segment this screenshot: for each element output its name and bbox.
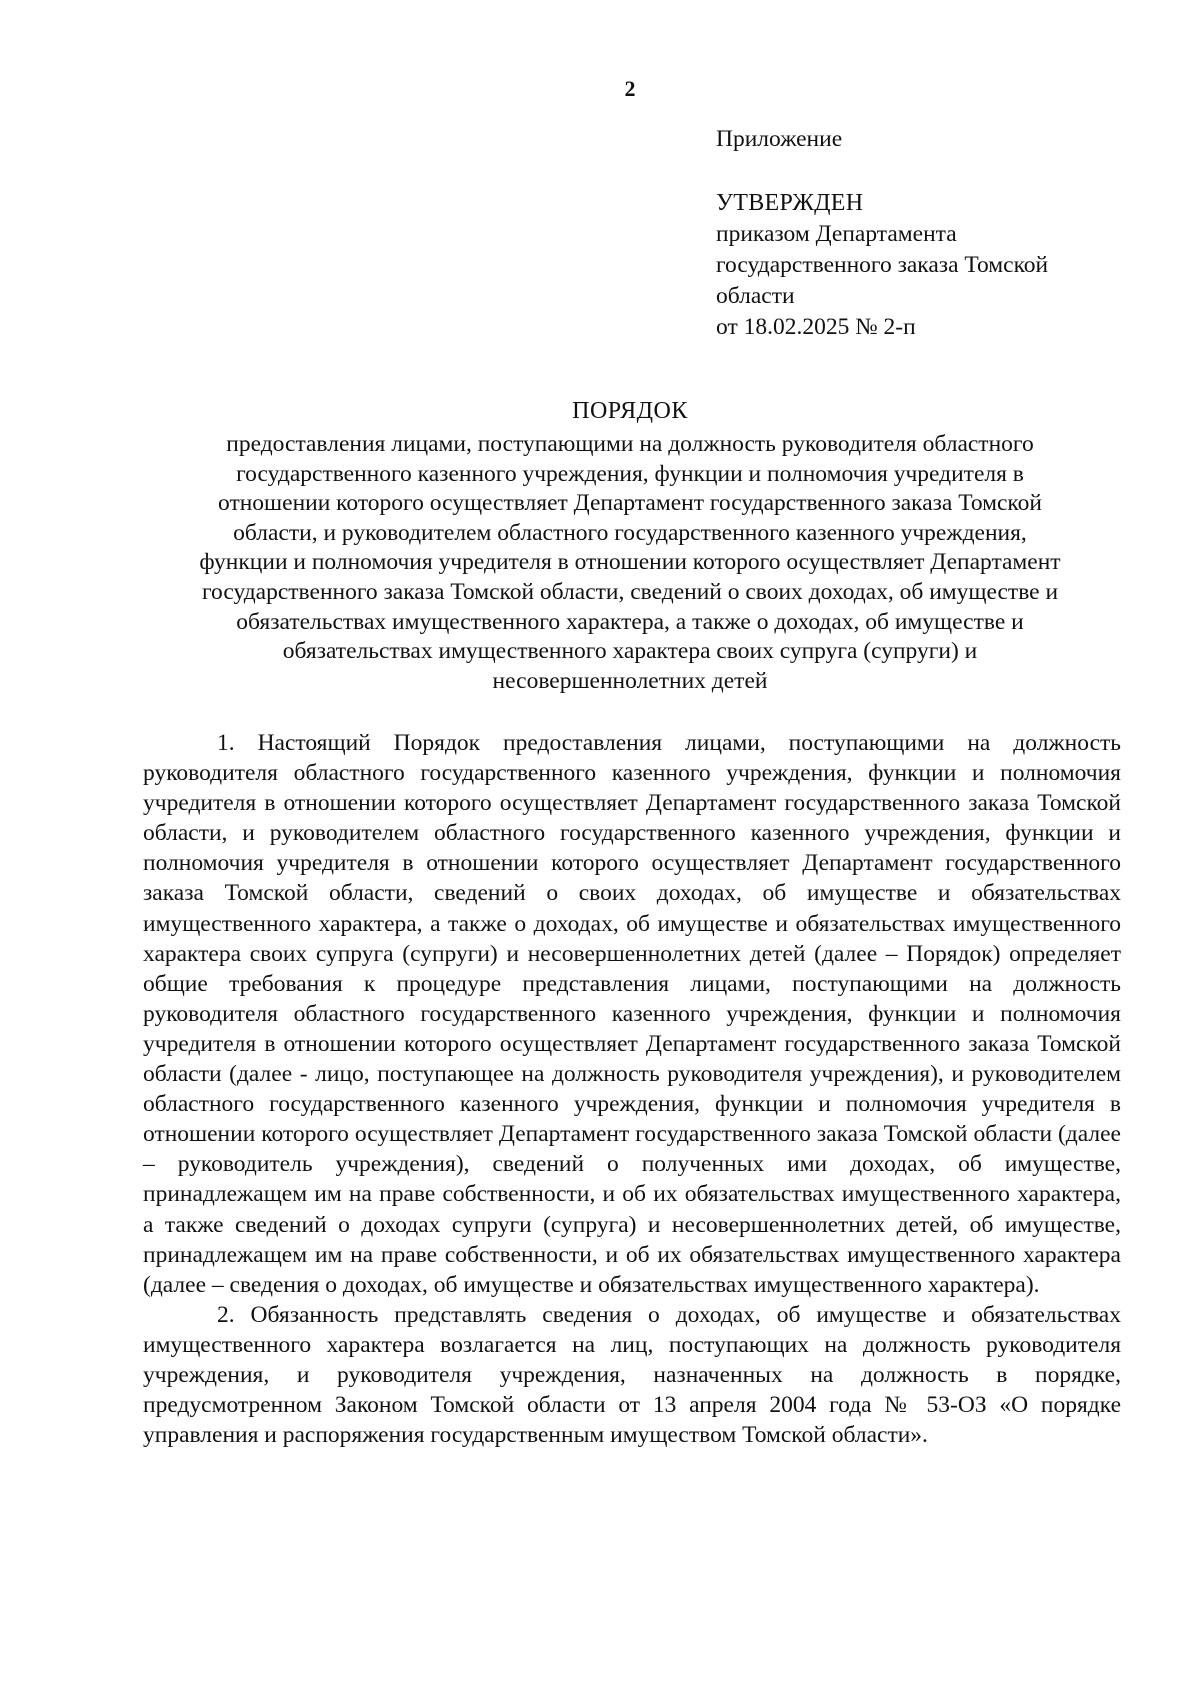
- subtitle-line: области, и руководителем областного государственного казенного учреждения,: [233, 519, 1027, 546]
- appendix-label: Приложение: [716, 126, 843, 152]
- approval-status: УТВЕРЖДЕН: [716, 190, 864, 216]
- paragraph-1: 1. Настоящий Порядок предоставления лицами, поступающими на должность руководителя областного государственного казенного учреждения, функции и полномочия учредителя в отношении которого осуществляет Департамент государственного заказа Томской области, и руководителем областного государственного казенного учреждения, функции и полномочия учредителя в отношении которого осуществляет Департамент государственного заказа Томской области, сведений о своих доходах, об имуществе и обязательствах имущественного характера, а также о доходах, об имуществе и обязательствах имущественного характера своих супруга (супруги) и несовершеннолетних детей (далее – Порядок) определяет общие требования к процедуре представления лицами, поступающими на должность руководителя областного государственного казенного учреждения, функции и полномочия учредителя в отношении которого осуществляет Департамент государственного заказа Томской области (далее - лицо, поступающее на должность руководителя учреждения), и руководителем областного государственного казенного учреждения, функции и полномочия учредителя в отношении которого осуществляет Департамент государственного заказа Томской области (далее – руководитель учреждения), сведений о полученных ими доходах, об имуществе, принадлежащем им на праве собственности, и об их обязательствах имущественного характера, а также сведений о доходах супруги (супруга) и несовершеннолетних детей, об имуществе, принадлежащем им на праве собственности, и об их обязательствах имущественного характера (далее – сведения о доходах, об имуществе и обязательствах имущественного характера).: [143, 730, 1121, 1298]
- paragraph-2: 2. Обязанность представлять сведения о доходах, об имуществе и обязательствах имущественного характера возлагается на лиц, поступающих на должность руководителя учреждения, и руководителя учреждения, назначенных на должность в порядке, предусмотренном Законом Томской области от 13 апреля 2004 года № 53-ОЗ «О порядке управления и распоряжения государственным имуществом Томской области».: [143, 1301, 1121, 1449]
- approval-date: от 18.02.2025 № 2-п: [716, 314, 916, 340]
- subtitle-line: функции и полномочия учредителя в отношении которого осуществляет Департамент: [199, 549, 1061, 576]
- approval-line: приказом Департамента: [716, 221, 957, 247]
- document-body: [143, 728, 1121, 1450]
- subtitle-line: предоставления лицами, поступающими на должность руководителя областного: [226, 431, 1034, 457]
- subtitle-line: государственного заказа Томской области, сведений о своих доходах, об имуществе и: [201, 578, 1059, 605]
- approval-line: области: [716, 283, 795, 309]
- approval-line: государственного заказа Томской: [716, 252, 1049, 278]
- subtitle-line: обязательствах имущественного характера, а также о доходах, об имуществе и: [236, 608, 1024, 635]
- page-number: 2: [624, 76, 636, 101]
- subtitle-line: отношении которого осуществляет Департамент государственного заказа Томской: [218, 490, 1042, 517]
- document-title: ПОРЯДОК: [572, 398, 688, 424]
- subtitle-line: несовершеннолетних детей: [492, 667, 768, 694]
- subtitle-line: обязательствах имущественного характера своих супруга (супруги) и: [282, 638, 978, 665]
- subtitle-line: государственного казенного учреждения, функции и полномочия учредителя в: [236, 460, 1024, 487]
- document-subtitle: [140, 430, 1120, 696]
- approval-block: [716, 188, 1156, 343]
